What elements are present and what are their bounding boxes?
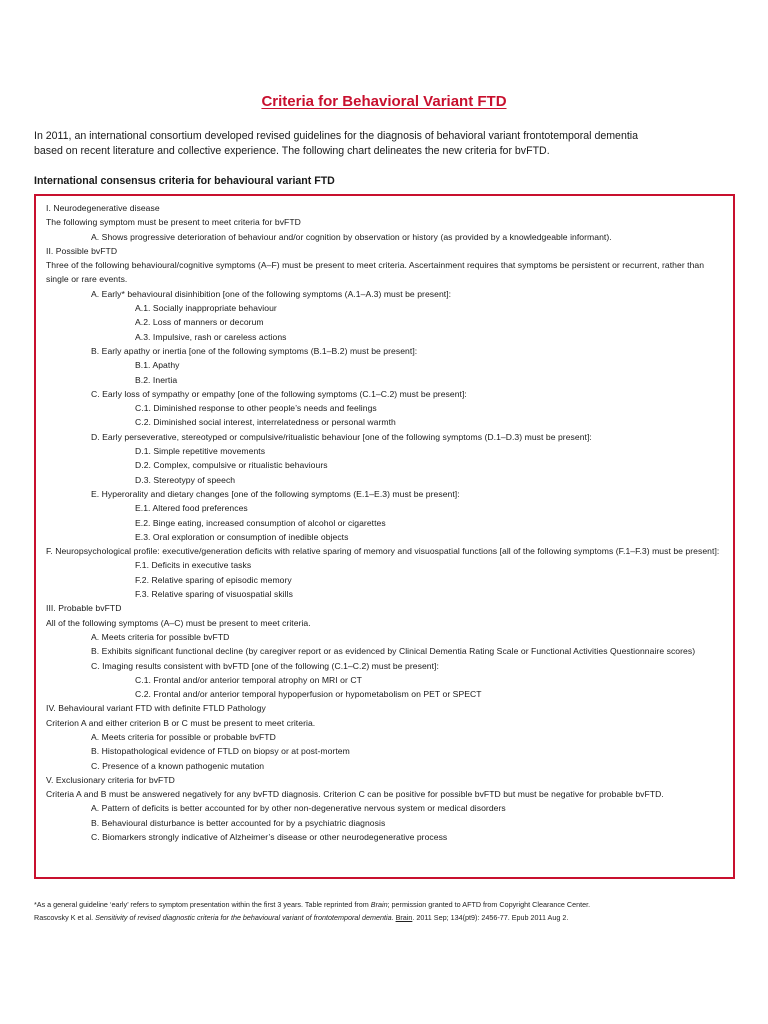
- criterion-2d2: D.2. Complex, compulsive or ritualistic behaviours: [135, 460, 328, 471]
- criterion-2d3: D.3. Stereotypy of speech: [135, 474, 236, 485]
- criterion-2a1: A.1. Socially inappropriate behaviour: [135, 303, 277, 314]
- criterion-2a2: A.2. Loss of manners or decorum: [135, 317, 264, 328]
- criterion-1a: A. Shows progressive deterioration of behaviour and/or cognition by observation or history (as provided by a knowledgeable informant).: [91, 231, 612, 242]
- section-5-intro: Criteria A and B must be answered negatively for any bvFTD diagnosis. Criterion C can be positive for possible bvFTD but must be negative for probable bvFTD.: [46, 789, 664, 800]
- intro-paragraph: [34, 129, 734, 159]
- criterion-2b: B. Early apathy or inertia [one of the following symptoms (B.1–B.2) must be present]:: [91, 345, 418, 356]
- criterion-4a: A. Meets criteria for possible or probable bvFTD: [91, 731, 276, 742]
- criterion-2d1: D.1. Simple repetitive movements: [135, 446, 266, 457]
- criterion-3c2: C.2. Frontal and/or anterior temporal hypoperfusion or hypometabolism on PET or SPECT: [135, 689, 482, 700]
- criterion-2a3: A.3. Impulsive, rash or careless actions: [135, 331, 287, 342]
- criterion-2e1: E.1. Altered food preferences: [135, 503, 248, 514]
- criterion-5b: B. Behavioural disturbance is better accounted for by a psychiatric diagnosis: [91, 817, 386, 828]
- citation-authors: Rascovsky K et al.: [34, 913, 96, 922]
- criterion-2e: E. Hyperorality and dietary changes [one of the following symptoms (E.1–E.3) must be present]:: [91, 488, 460, 499]
- section-4-intro: Criterion A and either criterion B or C must be present to meet criteria.: [46, 717, 316, 728]
- criterion-5c: C. Biomarkers strongly indicative of Alzheimer’s disease or other neurodegenerative process: [91, 832, 448, 843]
- criterion-2c2: C.2. Diminished social interest, interrelatedness or personal warmth: [135, 417, 396, 428]
- section-1-intro: The following symptom must be present to meet criteria for bvFTD: [46, 217, 301, 228]
- footnote-text: *As a general guideline ‘early’ refers to symptom presentation within the first 3 years. Table reprinted from: [34, 900, 371, 909]
- criterion-2e2: E.2. Binge eating, increased consumption of alcohol or cigarettes: [135, 517, 386, 528]
- intro-line-2: based on recent literature and collective experience. The following chart delineates the new criteria for bvFTD.: [34, 145, 550, 157]
- criteria-box: [34, 194, 735, 879]
- criterion-2a: A. Early* behavioural disinhibition [one of the following symptoms (A.1–A.3) must be present]:: [91, 288, 452, 299]
- criterion-2e3: E.3. Oral exploration or consumption of inedible objects: [135, 531, 349, 542]
- criterion-2c1: C.1. Diminished response to other people’s needs and feelings: [135, 403, 377, 414]
- section-3-heading: III. Probable bvFTD: [46, 603, 122, 614]
- intro-line-1: In 2011, an international consortium developed revised guidelines for the diagnosis of behavioral variant frontotemporal dementia: [34, 130, 639, 142]
- section-3-intro: All of the following symptoms (A–C) must be present to meet criteria.: [46, 617, 311, 628]
- criterion-3b: B. Exhibits significant functional decline (by caregiver report or as evidenced by Clinical Dementia Rating Scale or Functional Activities Questionnaire scores): [91, 646, 696, 657]
- footnote-text: .: [391, 913, 396, 922]
- criterion-3c: C. Imaging results consistent with bvFTD [one of the following (C.1–C.2) must be present]:: [91, 660, 439, 671]
- section-2-heading: II. Possible bvFTD: [46, 245, 118, 256]
- criterion-2b2: B.2. Inertia: [135, 374, 178, 385]
- table-heading: International consensus criteria for behavioural variant FTD: [34, 175, 335, 187]
- journal-link[interactable]: Brain: [395, 913, 413, 922]
- criterion-3c1: C.1. Frontal and/or anterior temporal atrophy on MRI or CT: [135, 674, 362, 685]
- section-1-heading: I. Neurodegenerative disease: [46, 203, 160, 213]
- section-4-heading: IV. Behavioural variant FTD with definite FTLD Pathology: [46, 703, 266, 714]
- criterion-4c: C. Presence of a known pathogenic mutation: [91, 760, 265, 771]
- criterion-2f3: F.3. Relative sparing of visuospatial skills: [135, 589, 293, 600]
- criterion-2f1: F.1. Deficits in executive tasks: [135, 560, 252, 571]
- criterion-2c: C. Early loss of sympathy or empathy [one of the following symptoms (C.1–C.2) must be present]:: [91, 388, 467, 399]
- criterion-2f: F. Neuropsychological profile: executive/generation deficits with relative sparing of memory and visuospatial functions [all of the following symptoms (F.1–F.3) must be present]:: [46, 546, 720, 557]
- criterion-3a: A. Meets criteria for possible bvFTD: [91, 631, 230, 642]
- page-title: Criteria for Behavioral Variant FTD: [261, 93, 507, 110]
- section-2-intro: Three of the following behavioural/cognitive symptoms (A–F) must be present to meet criteria. Ascertainment requires that symptoms be persistent or recurrent, rather than single or rare events.: [46, 260, 705, 285]
- criterion-2d: D. Early perseverative, stereotyped or compulsive/ritualistic behaviour [one of the following symptoms (D.1–D.3) must be present]:: [91, 431, 592, 442]
- criterion-2f2: F.2. Relative sparing of episodic memory: [135, 574, 292, 585]
- section-5-heading: V. Exclusionary criteria for bvFTD: [46, 774, 175, 785]
- footnote: [34, 898, 734, 924]
- criterion-2b1: B.1. Apathy: [135, 360, 180, 371]
- citation-details: . 2011 Sep; 134(pt9): 2456-77. Epub 2011 Aug 2.: [412, 913, 569, 922]
- citation-title: Sensitivity of revised diagnostic criteria for the behavioural variant of frontotemporal dementia: [95, 913, 392, 922]
- footnote-text: ; permission granted to AFTD from Copyright Clearance Center.: [387, 900, 591, 909]
- footnote-line-1: [34, 898, 734, 911]
- criteria-list: [46, 201, 727, 844]
- journal-name: Brain: [370, 900, 388, 909]
- criterion-5a: A. Pattern of deficits is better accounted for by other non-degenerative nervous system or medical disorders: [91, 803, 506, 814]
- criterion-4b: B. Histopathological evidence of FTLD on biopsy or at post-mortem: [91, 746, 350, 757]
- footnote-line-2: [34, 911, 734, 924]
